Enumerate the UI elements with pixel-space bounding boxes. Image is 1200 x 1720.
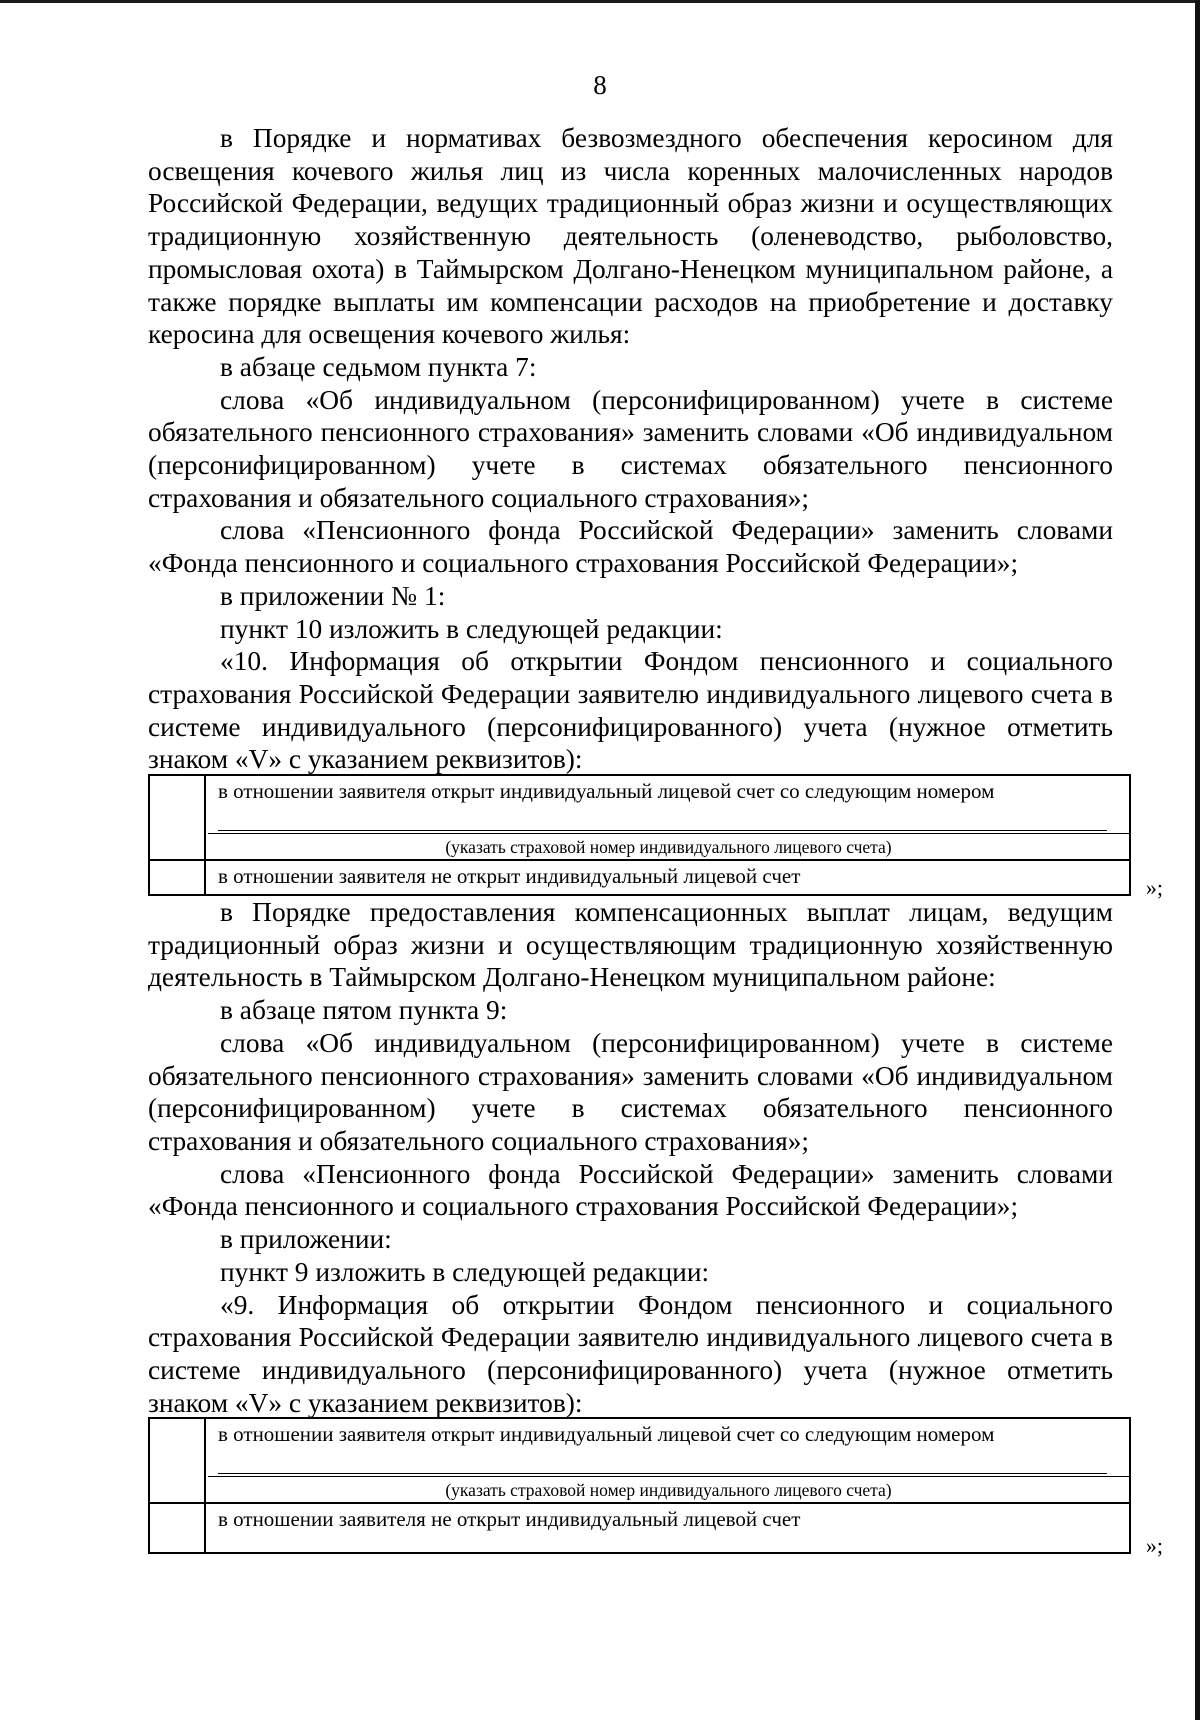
account-info-table-1 [148, 774, 1163, 901]
paragraph: в приложении: [220, 1224, 392, 1255]
account-info-table-2 [148, 1417, 1163, 1559]
checkbox-cell[interactable] [149, 1418, 205, 1503]
scan-top-edge [0, 0, 1200, 3]
paragraph: в приложении № 1: [220, 580, 446, 611]
paragraph: в абзаце седьмом пункта 7: [220, 351, 537, 382]
checkbox-cell[interactable] [149, 775, 205, 860]
account-number-line [218, 1447, 1107, 1474]
closing-quote: »; [1145, 875, 1163, 901]
account-number-hint: (указать страховой номер индивидуального лицевого счета) [208, 1476, 1129, 1502]
paragraph: слова «Об индивидуальном (персонифицированном) учете в системе обязательного пенсионного страхования» заменить словами «Об индивидуальном (персонифицированном) учете в системах обязательного пенсионного страхования и обязательного социального страхования»; [148, 1027, 1113, 1156]
option-account-not-opened: в отношении заявителя не открыт индивидуальный лицевой счет [205, 860, 1130, 895]
closing-quote: »; [1145, 1533, 1163, 1559]
option-account-not-opened: в отношении заявителя не открыт индивидуальный лицевой счет [205, 1503, 1130, 1553]
document-body [148, 122, 1163, 1559]
paragraph: слова «Об индивидуальном (персонифицированном) учете в системе обязательного пенсионного страхования» заменить словами «Об индивидуальном (персонифицированном) учете в системах обязательного пенсионного страхования и обязательного социального страхования»; [148, 384, 1113, 513]
checkbox-cell[interactable] [149, 1503, 205, 1553]
paragraph: «10. Информация об открытии Фондом пенсионного и социального страхования Российской Федерации заявителю индивидуального лицевого счета в системе индивидуального (персонифицированного) учета (нужное отметить знаком «V» с указанием реквизитов): [148, 646, 1113, 775]
option-account-opened: в отношении заявителя открыт индивидуальный лицевой счет со следующим номером [218, 779, 995, 804]
paragraph: в Порядке и нормативах безвозмездного обеспечения керосином для освещения кочевого жилья лиц из числа коренных малочисленных народов Российской Федерации, ведущих традиционный образ жизни и осуществляющих традиционную хозяйственную деятельность (оленеводство, рыболовство, промысловая охота) в Таймырском Долгано-Ненецком муниципальном районе, а также порядке выплаты им компенсации расходов на приобретение и доставку керосина для освещения кочевого жилья: [148, 123, 1113, 350]
account-number-line [218, 804, 1107, 831]
paragraph: пункт 9 изложить в следующей редакции: [220, 1256, 710, 1287]
option-account-opened: в отношении заявителя открыт индивидуальный лицевой счет со следующим номером [218, 1422, 995, 1447]
paragraph: «9. Информация об открытии Фондом пенсионного и социального страхования Российской Федерации заявителю индивидуального лицевого счета в системе индивидуального (персонифицированного) учета (нужное отметить знаком «V» с указанием реквизитов): [148, 1289, 1113, 1418]
account-number-hint: (указать страховой номер индивидуального лицевого счета) [208, 833, 1129, 859]
paragraph: в Порядке предоставления компенсационных выплат лицам, ведущим традиционный образ жизни и осуществляющим традиционную хозяйственную деятельность в Таймырском Долгано-Ненецком муниципальном районе: [148, 897, 1113, 993]
paragraph: в абзаце пятом пункта 9: [220, 995, 508, 1026]
paragraph: слова «Пенсионного фонда Российской Федерации» заменить словами «Фонда пенсионного и социального страхования Российской Федерации»; [148, 1158, 1113, 1222]
paragraph: пункт 10 изложить в следующей редакции: [220, 613, 723, 644]
page-number: 8 [593, 70, 607, 100]
checkbox-cell[interactable] [149, 860, 205, 895]
scan-right-edge [1195, 0, 1200, 1720]
paragraph: слова «Пенсионного фонда Российской Федерации» заменить словами «Фонда пенсионного и социального страхования Российской Федерации»; [148, 515, 1113, 579]
